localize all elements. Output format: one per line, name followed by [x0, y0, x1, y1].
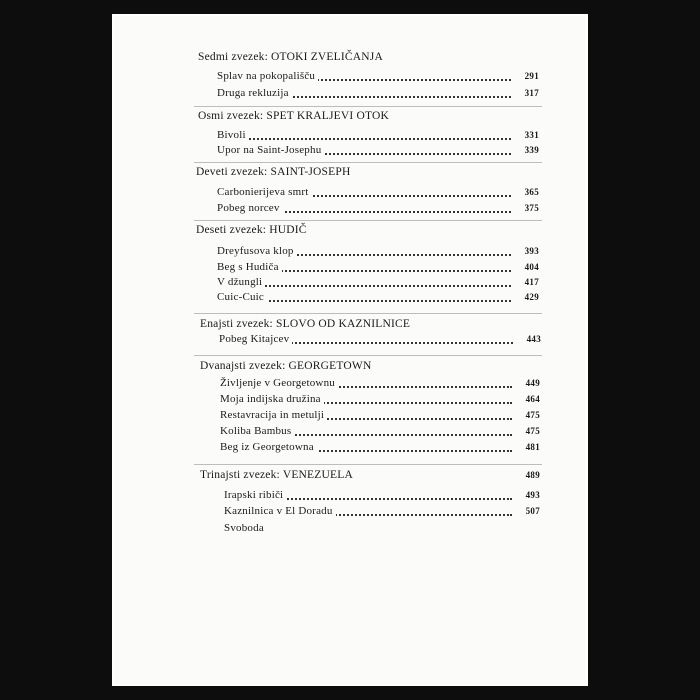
toc-entry[interactable] — [220, 377, 540, 391]
entry-page-number: 291 — [524, 71, 539, 81]
section-divider — [194, 464, 542, 465]
section-heading: Deseti zvezek: HUDIČ — [196, 224, 307, 236]
scan-border-top — [112, 0, 588, 14]
section-divider — [194, 106, 542, 107]
section-divider — [194, 220, 542, 221]
scan-border-right — [588, 0, 700, 700]
toc-entry[interactable] — [220, 425, 540, 439]
entry-title: Carbonierijeva smrt — [217, 186, 311, 198]
toc-entry[interactable] — [217, 291, 539, 305]
entry-title: Moja indijska družina — [220, 393, 324, 405]
entry-page-number: 393 — [524, 246, 539, 256]
table-of-contents — [114, 16, 586, 684]
entry-title: V džungli — [217, 276, 265, 288]
toc-entry[interactable] — [217, 129, 539, 143]
entry-page-number: 507 — [525, 506, 540, 516]
section-heading: Dvanajsti zvezek: GEORGETOWN — [200, 360, 372, 372]
entry-title: Beg s Hudiča — [217, 261, 282, 273]
toc-entry[interactable] — [217, 186, 539, 200]
entry-page-number: 429 — [524, 292, 539, 302]
entry-page-number: 365 — [524, 187, 539, 197]
entry-title: Kaznilnica v El Doradu — [224, 505, 336, 517]
entry-page-number: 475 — [525, 410, 540, 420]
section-heading: Deveti zvezek: SAINT-JOSEPH — [196, 166, 351, 178]
entry-title: Irapski ribiči — [224, 489, 286, 501]
entry-page-number: 417 — [524, 277, 539, 287]
scan-border-left — [0, 0, 112, 700]
entry-page-number: 464 — [525, 394, 540, 404]
toc-entry[interactable] — [217, 70, 539, 84]
section-heading: Sedmi zvezek: OTOKI ZVELIČANJA — [198, 51, 383, 63]
entry-title: Pobeg norcev — [217, 202, 283, 214]
entry-title: Dreyfusova klop — [217, 245, 297, 257]
toc-entry[interactable] — [219, 333, 541, 347]
entry-title: Cuic-Cuic — [217, 291, 267, 303]
section-heading: Enajsti zvezek: SLOVO OD KAZNILNICE — [200, 318, 411, 330]
entry-page-number: 443 — [526, 334, 541, 344]
toc-entry[interactable] — [224, 522, 540, 536]
toc-entry[interactable] — [217, 87, 539, 101]
toc-entry[interactable] — [217, 261, 539, 275]
entry-page-number: 489 — [525, 470, 540, 480]
entry-title: Pobeg Kitajcev — [219, 333, 292, 345]
section-heading: Osmi zvezek: SPET KRALJEVI OTOK — [198, 110, 390, 122]
entry-page-number: 317 — [524, 88, 539, 98]
entry-page-number: 493 — [525, 490, 540, 500]
entry-page-number: 481 — [525, 442, 540, 452]
entry-page-number: 475 — [525, 426, 540, 436]
entry-page-number: 404 — [524, 262, 539, 272]
toc-entry[interactable] — [217, 202, 539, 216]
entry-page-number: 331 — [524, 130, 539, 140]
scan-border-bottom — [112, 686, 588, 700]
toc-entry[interactable] — [200, 469, 540, 483]
section-divider — [194, 355, 542, 356]
entry-page-number: 449 — [525, 378, 540, 388]
toc-entry[interactable] — [217, 245, 539, 259]
entry-title: Restavracija in metulji — [220, 409, 327, 421]
dot-leader — [217, 138, 511, 140]
entry-title: Bivoli — [217, 129, 249, 141]
toc-entry[interactable] — [224, 505, 540, 519]
entry-title: Druga rekluzija — [217, 87, 292, 99]
toc-entry[interactable] — [217, 276, 539, 290]
section-divider — [194, 162, 542, 163]
toc-entry[interactable] — [217, 144, 539, 158]
entry-title: Beg iz Georgetowna — [220, 441, 317, 453]
entry-title: Koliba Bambus — [220, 425, 294, 437]
section-divider — [194, 313, 542, 314]
entry-page-number: 375 — [524, 203, 539, 213]
entry-title: Splav na pokopališču — [217, 70, 318, 82]
entry-page-number: 339 — [524, 145, 539, 155]
toc-entry[interactable] — [220, 441, 540, 455]
toc-entry[interactable] — [220, 393, 540, 407]
book-page — [114, 16, 586, 684]
toc-entry[interactable] — [224, 489, 540, 503]
entry-title: Upor na Saint-Josephu — [217, 144, 324, 156]
entry-title: Svoboda — [224, 522, 267, 534]
entry-title: Življenje v Georgetownu — [220, 377, 338, 389]
section-heading: Trinajsti zvezek: VENEZUELA — [200, 469, 356, 481]
toc-entry[interactable] — [220, 409, 540, 423]
